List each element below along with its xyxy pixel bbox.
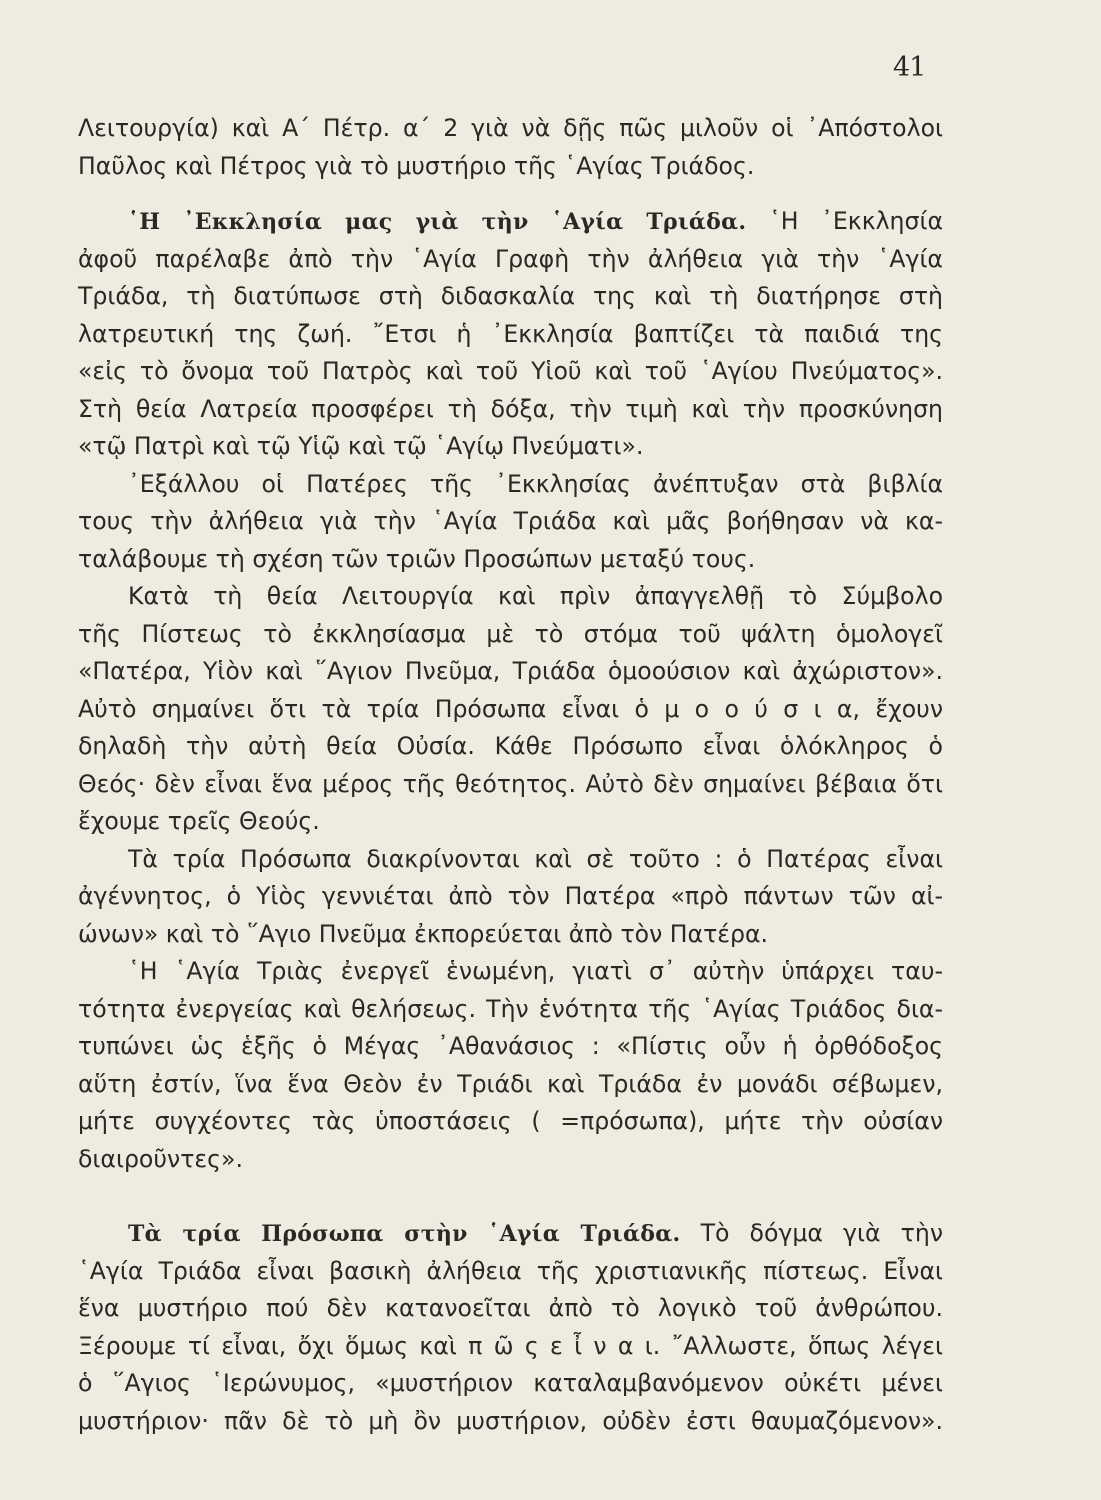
text-line: «εἰς τὸ ὄνομα τοῦ Πατρὸς καὶ τοῦ Υἱοῦ καὶ τοῦ ῾Αγίου Πνεύματος». [78,357,943,385]
text-line: «Πατέρα, Υἱὸν καὶ ῞Αγιον Πνεῦμα, Τριάδα ὁμοούσιον καὶ ἀχώριστον». [78,657,943,685]
section-three-persons [78,1215,943,1440]
text-line: τυπώνει ὡς ἑξῆς ὁ Μέγας ᾿Αθανάσιος : «Πίστις οὖν ἡ ὀρθόδοξος [78,1032,943,1060]
text-line: τους τὴν ἀλήθεια γιὰ τὴν ῾Αγία Τριάδα καὶ μᾶς βοήθησαν νὰ κα- [78,507,943,535]
text-line: μήτε συγχέοντες τὰς ὑποστάσεις ( =πρόσωπα), μήτε τὴν οὐσίαν [78,1107,943,1135]
text-line: «τῷ Πατρὶ καὶ τῷ Υἱῷ καὶ τῷ ῾Αγίῳ Πνεύματι». [78,432,644,460]
text-line: ἀγέννητος, ὁ Υἱὸς γεννιέται ἀπὸ τὸν Πατέρα «πρὸ πάντων τῶν αἰ- [78,882,943,910]
text-line: τῆς Πίστεως τὸ ἐκκλησίασμα μὲ τὸ στόμα τοῦ ψάλτη ὁμολογεῖ [78,619,943,648]
section-heading-line [78,203,943,241]
text-line: διαιροῦντες». [78,1144,243,1173]
section-church-trinity [78,203,943,466]
section-heading-line [78,1215,943,1253]
heading-line-rest: ῾Η ᾿Εκκλησία [768,207,943,235]
section-heading: Τὰ τρία Πρόσωπα στὴν ῾Αγία Τριάδα. [128,1221,681,1247]
text-line: τότητα ἐνεργείας καὶ θελήσεως. Τὴν ἑνότητα τῆς ῾Αγίας Τριάδος δια- [78,994,943,1023]
paragraph [78,578,943,841]
text-line: Ξέρουμε τί εἶναι, ὄχι ὅμως καὶ π ῶ ς ε ἶ ν α ι. ῎Αλλωστε, ὅπως λέγει [78,1331,943,1360]
text-line: ᾿Εξάλλου οἱ Πατέρες τῆς ᾿Εκκλησίας ἀνέπτυξαν στὰ βιβλία [128,469,943,498]
text-line: Αὐτὸ σημαίνει ὅτι τὰ τρία Πρόσωπα εἶναι ὁ μ ο ο ύ σ ι α, ἔχουν [78,694,943,723]
paragraph [78,953,943,1178]
text-line: μυστήριον· πᾶν δὲ τὸ μὴ ὂν μυστήριον, οὐδὲν ἐστι θαυμαζόμενον». [78,1406,943,1435]
text-line: ώνων» καὶ τὸ ῞Αγιο Πνεῦμα ἐκπορεύεται ἀπὸ τὸν Πατέρα. [78,919,769,948]
section-heading: ῾Η ᾿Εκκλησία μας γιὰ τὴν ῾Αγία Τριάδα. [128,209,747,235]
paragraph [78,841,943,954]
text-line: ἔχουμε τρεῖς Θεούς. [78,807,320,835]
text-line: Στὴ θεία Λατρεία προσφέρει τὴ δόξα, τὴν τιμὴ καὶ τὴν προσκύνηση [78,394,943,423]
text-line: αὕτη ἐστίν, ἵνα ἕνα Θεὸν ἐν Τριάδι καὶ Τριάδα ἐν μονάδι σέβωμεν, [78,1069,943,1098]
text-line: δηλαδὴ τὴν αὐτὴ θεία Οὐσία. Κάθε Πρόσωπο εἶναι ὁλόκληρος ὁ [78,732,943,760]
text-line: Τὰ τρία Πρόσωπα διακρίνονται καὶ σὲ τοῦτο : ὁ Πατέρας εἶναι [128,844,943,873]
text-line: ῾Η ῾Αγία Τριὰς ἐνεργεῖ ἑνωμένη, γιατὶ σ᾿ αὐτὴν ὑπάρχει ταυ- [128,957,943,985]
text-line: λατρευτική της ζωή. ῎Ετσι ἡ ᾿Εκκλησία βαπτίζει τὰ παιδιά της [78,319,943,348]
text-line: ῾Αγία Τριάδα εἶναι βασικὴ ἀλήθεια τῆς χριστιανικῆς πίστεως. Εἶναι [78,1256,943,1285]
heading-line-rest: Τὸ δόγμα γιὰ τὴν [700,1219,943,1247]
paragraph-continuation [78,110,943,185]
text-line: ὁ ῞Αγιος ῾Ιερώνυμος, «μυστήριον καταλαμβανόμενον οὐκέτι μένει [78,1369,943,1397]
text-line: ἀφοῦ παρέλαβε ἀπὸ τὴν ῾Αγία Γραφὴ τὴν ἀλήθεια γιὰ τὴν ῾Αγία [78,244,943,273]
page-number: 41 [893,52,926,83]
page-text [78,110,943,1440]
text-line: Κατὰ τὴ θεία Λειτουργία καὶ πρὶν ἀπαγγελθῇ τὸ Σύμβολο [128,582,943,610]
paragraph [78,466,943,579]
text-line: Τριάδα, τὴ διατύπωσε στὴ διδασκαλία της καὶ τὴ διατήρησε στὴ [78,282,943,310]
text-line: Παῦλος καὶ Πέτρος γιὰ τὸ μυστήριο τῆς ῾Αγίας Τριάδος. [78,151,755,180]
text-line: Λειτουργία) καὶ Α΄ Πέτρ. α΄ 2 γιὰ νὰ δῇς πῶς μιλοῦν οἱ ᾿Απόστολοι [78,114,943,142]
text-line: ἕνα μυστήριο πού δὲν κατανοεῖται ἀπὸ τὸ λογικὸ τοῦ ἀνθρώπου. [78,1294,943,1322]
text-line: Θεός· δὲν εἶναι ἕνα μέρος τῆς θεότητος. Αὐτὸ δὲν σημαίνει βέβαια ὅτι [78,769,943,798]
text-line: ταλάβουμε τὴ σχέση τῶν τριῶν Προσώπων μεταξύ τους. [78,544,756,573]
